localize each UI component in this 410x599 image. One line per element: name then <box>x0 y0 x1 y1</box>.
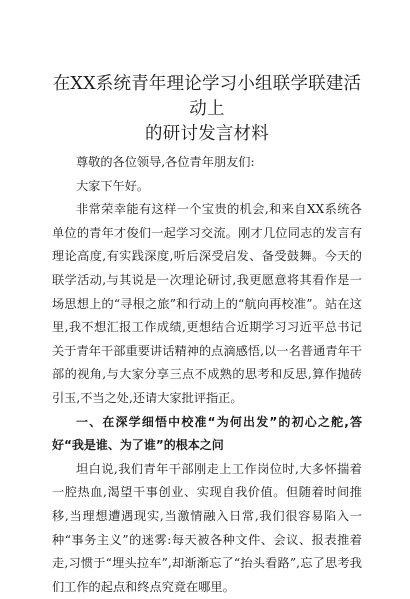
title-line-2: 的研讨发言材料 <box>145 124 269 144</box>
paragraph-section-1: 坦白说,我们青年干部刚走上工作岗位时,大多怀揣着一腔热血,渴望干事创业、实现自我价值。但随着时间推移,当理想遭遇现实,当激情融入日常,我们很容易陷入一种“事务主义”的迷雾:每天被各种文件、会议、报表推着走,习惯于“埋头拉车”,却渐渐忘了“抬头看路”,忘了思考我们工作的起点和终点究竟在哪里。 <box>52 461 362 594</box>
document-title <box>52 72 362 147</box>
document-body <box>52 151 362 599</box>
section-heading-1: 一、在深学细悟中校准“为何出发”的初心之舵,答好“我是谁、为了谁”的根本之问 <box>52 414 362 453</box>
document-page <box>52 72 362 599</box>
paragraph-intro: 非常荣幸能有这样一个宝贵的机会,和来自XX系统各单位的青年才俊们一起学习交流。刚才几位同志的发言有理论高度,有实践深度,听后深受启发、备受鼓舞。今天的联学活动,与其说是一次理论研讨,我更愿意将其看作是一场思想上的“寻根之旅”和行动上的“航向再校准”。站在这里,我不想汇报工作成绩,更想结合近期学习习近平总书记关于青年干部重要讲话精神的点滴感悟,以一名普通青年干部的视角,与大家分享三点不成熟的思考和反思,算作抛砖引玉,不当之处,还请大家批评指正。 <box>52 202 362 405</box>
title-line-1: 在XX系统青年理论学习小组联学联建活动上 <box>52 74 362 119</box>
salutation: 尊敬的各位领导,各位青年朋友们: <box>76 155 255 169</box>
greeting: 大家下午好。 <box>76 178 150 193</box>
